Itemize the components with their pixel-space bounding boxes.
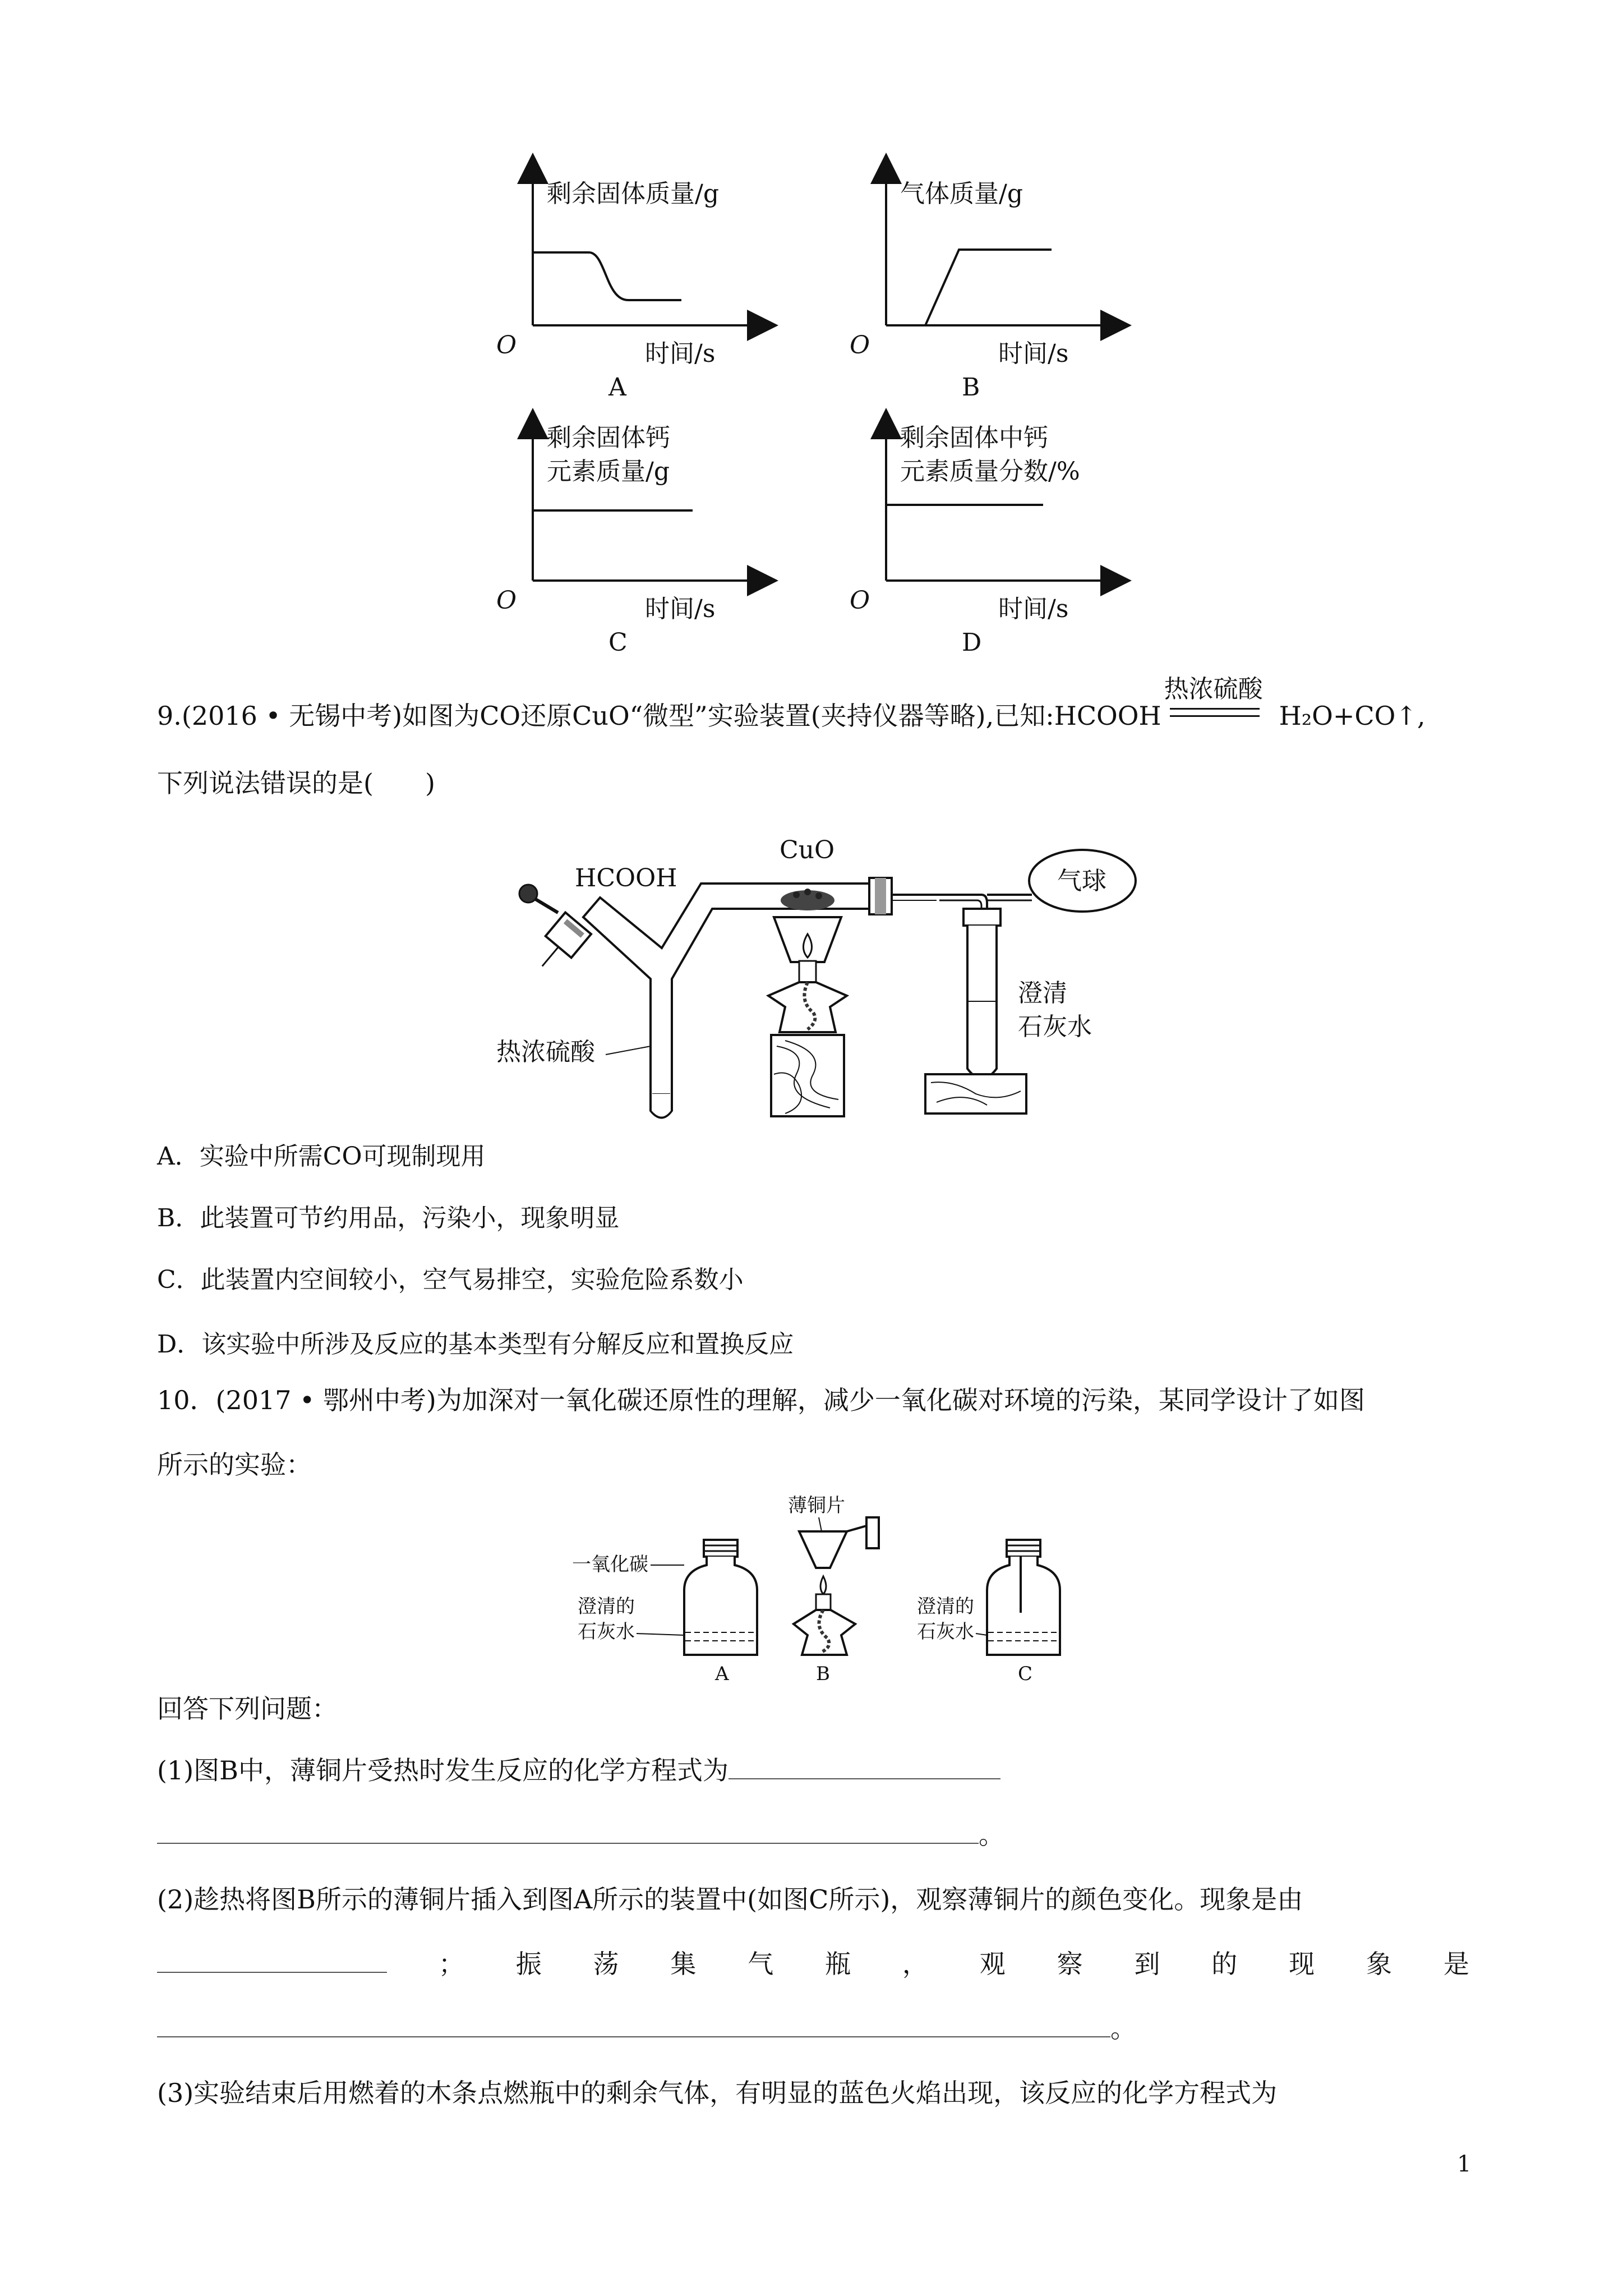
q10-label-copper: 薄铜片 [788,1494,845,1517]
q10-sub2-word-3: 集 [670,1949,697,1979]
graph-b [847,163,1138,409]
q9-equal-sign [1170,708,1260,717]
graph-d-origin: O [850,586,870,615]
q10-sub1-text: (1)图B中，薄铜片受热时发生反应的化学方程式为 [157,1755,728,1786]
q10-bottle-c [987,1557,1060,1655]
page-number: 1 [1457,2151,1472,2177]
q9-option-b: B．此装置可节约用品，污染小，现象明显 [157,1204,620,1232]
q9-label-balloon: 气球 [1057,867,1106,895]
q10-sub3: (3)实验结束后用燃着的木条点燃瓶中的剩余气体，有明显的蓝色火焰出现，该反应的化学方程式为 [157,2078,1278,2108]
graph-a [494,163,785,409]
q10-sub2-word-10: 的 [1211,1949,1238,1979]
q9-apparatus [494,811,1155,1125]
graph-c [494,418,785,665]
graph-b-caption: B [962,373,980,402]
q10-sub1-blank-2[interactable] [157,1820,979,1844]
q10-sub2-word-0: ； [438,1949,464,1979]
q9-label-limewater-1: 澄清 [1018,979,1067,1007]
q9-stem-line2: 下列说法错误的是( ) [157,768,435,798]
q10-sub2-word-8: 察 [1057,1949,1083,1979]
graph-d-caption: D [962,628,982,657]
graph-d-ylabel-1: 剩余固体中钙 [900,424,1048,452]
q10-sub2-end: 。 [1110,2013,1136,2044]
q10-sub1-line2 [157,1820,1004,1850]
q10-sub2-word-2: 荡 [593,1949,619,1979]
q10-bottle-a [684,1557,757,1655]
q9-label-limewater-2: 石灰水 [1018,1013,1092,1041]
q10-label-lime-c2: 石灰水 [917,1621,974,1643]
q10-caption-c: C [1018,1663,1033,1685]
q10-sub2-line2 [157,1949,1469,1979]
q10-label-lime-a2: 石灰水 [578,1621,635,1643]
graph-b-xlabel: 时间/s [998,339,1069,368]
q10-sub2-blank-1[interactable] [157,1949,387,1973]
q10-label-co: 一氧化碳 [572,1553,648,1576]
graph-a-origin: O [496,331,517,360]
q10-caption-a: A [715,1663,729,1685]
q10-sub2-word-5: 瓶 [825,1949,851,1979]
q9-label-acid: 热浓硫酸 [496,1038,595,1066]
q10-label-lime-a1: 澄清的 [578,1595,635,1618]
q9-option-c: C．此装置内空间较小，空气易排空，实验危险系数小 [157,1266,744,1294]
q10-stem-line1: 10．(2017 • 鄂州中考)为加深对一氧化碳还原性的理解，减少一氧化碳对环境的污染，某同学设计了如图 [157,1385,1365,1415]
q10-sub1-end: 。 [979,1820,1004,1850]
q10-caption-b: B [816,1663,830,1685]
q9-reaction-condition [1161,675,1279,725]
q10-sub1-line1 [157,1756,1000,1786]
q10-sub2-word-6: ， [902,1949,928,1979]
graph-d-ylabel-2: 元素质量分数/% [900,457,1080,486]
graph-d [847,418,1161,665]
graph-c-ylabel-1: 剩余固体钙 [547,424,670,452]
graph-c-caption: C [608,628,628,657]
q9-label-cuo: CuO [780,836,835,864]
graph-b-ylabel: 气体质量/g [900,180,1023,208]
graph-a-caption: A [608,373,626,402]
q10-sub2-word-9: 到 [1134,1949,1160,1979]
q9-stopper-left [529,913,591,977]
q9-option-d: D．该实验中所涉及反应的基本类型有分解反应和置换反应 [157,1330,794,1359]
q10-sub2-line1: (2)趁热将图B所示的薄铜片插入到图A所示的装置中(如图C所示)，观察薄铜片的颜色变化。现象是由 [157,1884,1303,1915]
graph-c-origin: O [496,586,517,615]
graph-b-origin: O [850,331,870,360]
q10-answer-prompt: 回答下列问题： [157,1694,338,1724]
q9-stem-part2: H₂O+CO↑, [1279,701,1426,731]
q10-sub2-word-13: 是 [1443,1949,1469,1979]
graph-a-ylabel: 剩余固体质量/g [547,180,719,208]
q9-stem-part1: 9.(2016 • 无锡中考)如图为CO还原CuO“微型”实验装置(夹持仪器等略),已知:HCOOH [157,701,1161,731]
graph-b-curve [925,250,1052,325]
q10-sub2-blank-2[interactable] [157,2014,1110,2037]
q10-label-lime-c1: 澄清的 [917,1595,974,1618]
q9-label-hcooh: HCOOH [575,864,677,892]
q10-stem-line2: 所示的实验： [157,1450,312,1480]
q10-sub2-word-12: 象 [1366,1949,1392,1979]
graph-c-xlabel: 时间/s [645,595,716,623]
graph-d-xlabel: 时间/s [998,595,1069,623]
q10-sub1-blank-1[interactable] [728,1756,1000,1779]
graph-a-curve [533,252,681,300]
q9-option-a: A．实验中所需CO可现制现用 [157,1142,486,1171]
q10-sub2-word-4: 气 [748,1949,774,1979]
q9-condition-text: 热浓硫酸 [1164,675,1263,703]
q10-sub2-line3 [157,2014,1136,2044]
graph-c-ylabel-2: 元素质量/g [547,457,670,486]
q9-stem-line1 [157,675,1426,731]
q10-sub2-word-11: 现 [1289,1949,1315,1979]
graph-a-xlabel: 时间/s [645,339,716,368]
q10-apparatus [572,1492,1077,1688]
q10-sub2-word-7: 观 [979,1949,1006,1979]
q10-sub2-word-1: 振 [515,1949,542,1979]
